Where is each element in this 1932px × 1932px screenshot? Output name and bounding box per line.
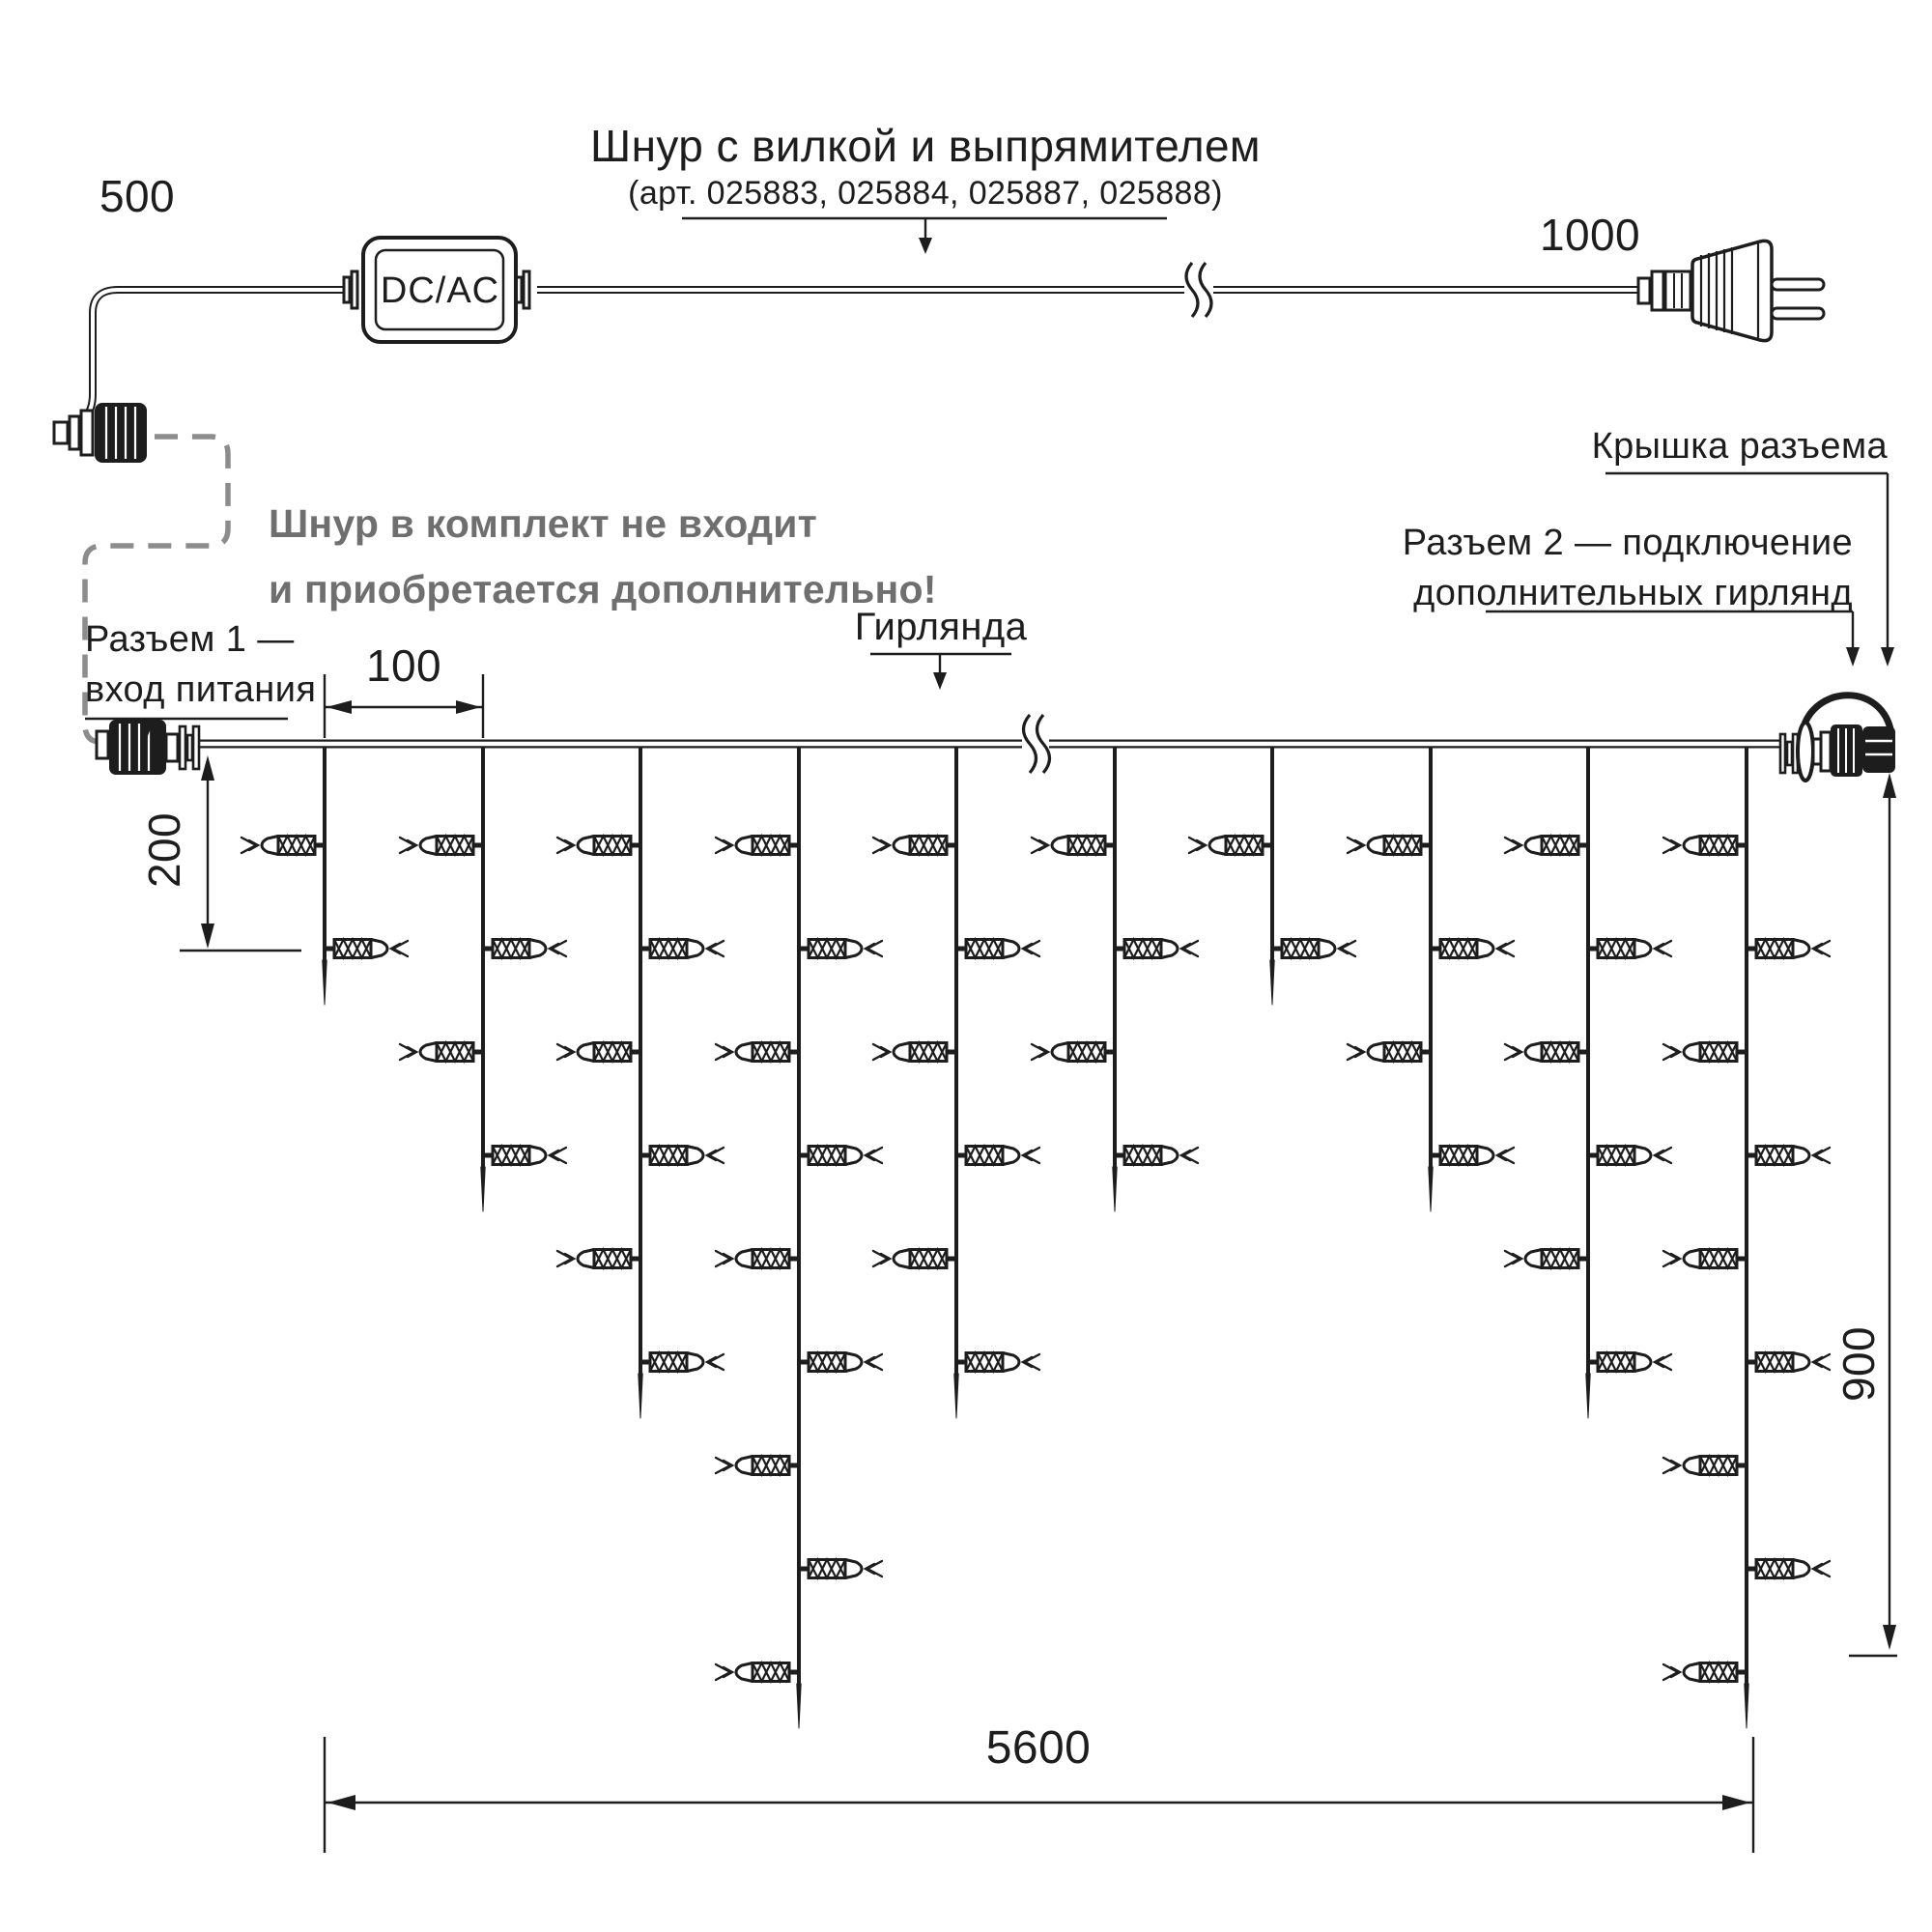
lamp-tip	[687, 1147, 703, 1165]
connector1-label-line1: Разъем 1 —	[85, 619, 295, 660]
light-rays-icon	[866, 941, 882, 956]
lamp-tip	[1634, 940, 1651, 958]
light-rays-icon	[1655, 941, 1671, 956]
garland-drop	[1348, 748, 1514, 1211]
dim-label-1000: 1000	[1540, 210, 1640, 260]
light-rays-icon	[1813, 1354, 1830, 1370]
garland-drop	[557, 748, 724, 1418]
led-lamp-icon	[716, 1457, 799, 1475]
garland-drop	[873, 748, 1039, 1418]
led-lamp-icon	[1747, 940, 1830, 958]
lamp-tip	[371, 940, 387, 958]
led-lamp-icon	[640, 940, 724, 958]
arrow-up-icon	[1883, 773, 1896, 798]
converter-label: DC/AC	[380, 270, 500, 311]
led-lamp-icon	[1431, 1147, 1514, 1165]
led-lamp-icon	[1115, 1147, 1198, 1165]
light-rays-icon	[716, 838, 732, 853]
garland-drop	[1663, 748, 1830, 1728]
led-lamp-icon	[400, 837, 483, 855]
light-rays-icon	[1663, 1251, 1680, 1266]
lamp-tip	[1684, 1250, 1700, 1268]
lamp-tip	[736, 1250, 753, 1268]
connector2-label-line2: дополнительных гирлянд	[1413, 573, 1853, 613]
power-cord	[68, 263, 1638, 429]
drop-tip	[797, 1684, 801, 1728]
lamp-tip	[1525, 1043, 1542, 1062]
led-lamp-icon	[1663, 837, 1747, 855]
led-lamp-icon	[716, 1663, 799, 1682]
light-rays-icon	[557, 838, 574, 853]
lamp-tip	[845, 1560, 862, 1578]
led-lamp-icon	[716, 1043, 799, 1062]
lamp-tip	[1161, 1147, 1178, 1165]
lamp-tip	[262, 837, 278, 855]
lamp-tip	[736, 1663, 753, 1682]
light-rays-icon	[550, 941, 566, 956]
wire-break-icon	[1022, 715, 1050, 773]
light-rays-icon	[1032, 838, 1048, 853]
led-lamp-icon	[799, 1560, 882, 1578]
lamp-tip	[736, 837, 753, 855]
drop-tip	[1429, 1167, 1433, 1211]
arrow-left-icon	[327, 1795, 355, 1810]
lamp-tip	[1052, 1043, 1068, 1062]
led-lamp-icon	[400, 1043, 483, 1062]
led-lamp-icon	[799, 1353, 882, 1372]
lamp-tip	[578, 1043, 594, 1062]
light-rays-icon	[716, 1251, 732, 1266]
lamp-tip	[1368, 1043, 1384, 1062]
led-lamp-icon	[956, 1353, 1039, 1372]
light-rays-icon	[1655, 1148, 1671, 1163]
drop-tip	[323, 960, 327, 1005]
light-rays-icon	[1348, 1044, 1364, 1060]
led-lamp-icon	[873, 837, 956, 855]
lamp-tip	[1793, 940, 1809, 958]
led-lamp-icon	[1663, 1043, 1747, 1062]
lamp-tip	[736, 1457, 753, 1475]
lamp-tip	[894, 837, 910, 855]
light-rays-icon	[557, 1251, 574, 1266]
arrow-down-icon	[1881, 647, 1894, 667]
led-lamp-icon	[483, 1147, 566, 1165]
light-rays-icon	[1813, 1148, 1830, 1163]
led-lamp-icon	[640, 1353, 724, 1372]
led-lamp-icon	[1505, 1043, 1588, 1062]
drop-tip	[1586, 1374, 1590, 1418]
light-rays-icon	[1032, 1044, 1048, 1060]
light-rays-icon	[1023, 941, 1039, 956]
dimension-900	[1849, 773, 1897, 1656]
drop-tip	[481, 1167, 485, 1211]
led-lamp-icon	[1189, 837, 1272, 855]
led-lamp-icon	[799, 1147, 882, 1165]
led-lamp-icon	[1505, 1250, 1588, 1268]
cord-break-icon	[1184, 263, 1213, 317]
led-lamp-icon	[483, 940, 566, 958]
dim-label-900: 900	[1833, 1326, 1884, 1402]
led-lamp-icon	[557, 1250, 640, 1268]
light-rays-icon	[1023, 1148, 1039, 1163]
arrow-left-icon	[327, 700, 352, 714]
led-lamp-icon	[1505, 837, 1588, 855]
led-lamp-icon	[1588, 1147, 1671, 1165]
note-line2: и приобретается дополнительно!	[269, 567, 937, 611]
light-rays-icon	[1339, 941, 1355, 956]
light-rays-icon	[557, 1044, 574, 1060]
lamp-tip	[1525, 1250, 1542, 1268]
lamp-tip	[894, 1043, 910, 1062]
arrow-right-icon	[456, 700, 481, 714]
garland-drop	[1032, 748, 1198, 1211]
diagram-subtitle: (арт. 025883, 025884, 025887, 025888)	[628, 175, 1223, 212]
led-lamp-icon	[1663, 1663, 1747, 1682]
light-rays-icon	[873, 1251, 890, 1266]
led-lamp-icon	[1747, 1560, 1830, 1578]
garland-drop	[242, 748, 408, 1005]
note-line1: Шнур в комплект не входит	[269, 501, 817, 546]
garland-drop	[1189, 748, 1355, 1005]
led-lamp-icon	[1348, 837, 1431, 855]
led-lamp-icon	[956, 940, 1039, 958]
lamp-tip	[1684, 1663, 1700, 1682]
led-lamp-icon	[1588, 1353, 1671, 1372]
light-rays-icon	[1663, 838, 1680, 853]
led-lamp-icon	[557, 837, 640, 855]
light-rays-icon	[866, 1354, 882, 1370]
drop-tip	[639, 1374, 642, 1418]
lamp-tip	[1319, 940, 1335, 958]
drop-tip	[1745, 1684, 1748, 1728]
light-rays-icon	[873, 838, 890, 853]
lamp-tip	[1003, 940, 1019, 958]
lamp-tip	[529, 940, 546, 958]
diagram-title: Шнур с вилкой и выпрямителем	[590, 121, 1261, 171]
lamp-tip	[1634, 1147, 1651, 1165]
garland-drop	[400, 748, 566, 1211]
lamp-tip	[1003, 1353, 1019, 1372]
light-rays-icon	[1813, 941, 1830, 956]
led-lamp-icon	[1272, 940, 1355, 958]
garland-drop	[1505, 748, 1671, 1418]
garland-wire	[199, 715, 1780, 773]
dim-label-5600: 5600	[985, 1722, 1092, 1774]
led-lamp-icon	[1588, 940, 1671, 958]
light-rays-icon	[707, 1354, 724, 1370]
drop-tip	[1113, 1167, 1117, 1211]
arrow-down-icon	[1846, 647, 1860, 667]
connector-cap-icon	[1862, 726, 1895, 773]
lamp-tip	[687, 940, 703, 958]
lamp-tip	[420, 837, 437, 855]
light-rays-icon	[1505, 1044, 1521, 1060]
lamp-tip	[845, 940, 862, 958]
lamp-tip	[1052, 837, 1068, 855]
garland-drops	[242, 748, 1830, 1728]
led-lamp-icon	[799, 940, 882, 958]
light-rays-icon	[1655, 1354, 1671, 1370]
lamp-tip	[1209, 837, 1226, 855]
light-rays-icon	[707, 941, 724, 956]
light-rays-icon	[242, 838, 258, 853]
led-lamp-icon	[325, 940, 408, 958]
lamp-tip	[845, 1353, 862, 1372]
led-lamp-icon	[873, 1250, 956, 1268]
led-lamp-icon	[640, 1147, 724, 1165]
led-lamp-icon	[716, 1250, 799, 1268]
led-lamp-icon	[1348, 1043, 1431, 1062]
lamp-tip	[1684, 837, 1700, 855]
lamp-tip	[1684, 1457, 1700, 1475]
connector2-label-line1: Разъем 2 — подключение	[1402, 523, 1853, 563]
light-rays-icon	[391, 941, 408, 956]
arrow-down-icon	[201, 923, 214, 949]
lamp-tip	[420, 1043, 437, 1062]
lamp-tip	[1793, 1353, 1809, 1372]
led-lamp-icon	[1663, 1250, 1747, 1268]
arrow-down-icon	[919, 238, 932, 254]
light-rays-icon	[1497, 1148, 1514, 1163]
drop-tip	[1270, 960, 1274, 1005]
garland-drop	[716, 748, 882, 1728]
light-rays-icon	[400, 838, 416, 853]
light-rays-icon	[1181, 1148, 1198, 1163]
arrow-down-icon	[1883, 1625, 1896, 1650]
lamp-tip	[1634, 1353, 1651, 1372]
garland-label: Гирлянда	[854, 606, 1028, 648]
led-lamp-icon	[956, 1147, 1039, 1165]
light-rays-icon	[866, 1561, 882, 1577]
light-rays-icon	[400, 1044, 416, 1060]
lamp-tip	[736, 1043, 753, 1062]
light-rays-icon	[1505, 838, 1521, 853]
dim-label-200: 200	[138, 812, 189, 888]
lamp-tip	[1684, 1043, 1700, 1062]
led-lamp-icon	[1747, 1353, 1830, 1372]
lamp-tip	[1368, 837, 1384, 855]
arrow-down-icon	[933, 672, 947, 690]
lamp-tip	[1161, 940, 1178, 958]
lamp-tip	[578, 1250, 594, 1268]
cord-output-connector-icon	[54, 403, 147, 463]
cap-label: Крышка разъема	[1591, 426, 1888, 467]
arrow-right-icon	[1722, 1795, 1750, 1810]
led-lamp-icon	[1431, 940, 1514, 958]
lamp-tip	[894, 1250, 910, 1268]
lamp-tip	[529, 1147, 546, 1165]
led-lamp-icon	[1663, 1457, 1747, 1475]
light-rays-icon	[1663, 1044, 1680, 1060]
light-rays-icon	[1023, 1354, 1039, 1370]
light-rays-icon	[550, 1148, 566, 1163]
light-rays-icon	[1497, 941, 1514, 956]
led-lamp-icon	[1032, 837, 1115, 855]
light-rays-icon	[1663, 1458, 1680, 1473]
lamp-tip	[845, 1147, 862, 1165]
arrow-up-icon	[201, 755, 214, 781]
led-lamp-icon	[716, 837, 799, 855]
led-lamp-icon	[242, 837, 325, 855]
lamp-tip	[1525, 837, 1542, 855]
light-rays-icon	[716, 1664, 732, 1680]
light-rays-icon	[1181, 941, 1198, 956]
lamp-tip	[1793, 1560, 1809, 1578]
lamp-tip	[1477, 1147, 1493, 1165]
dim-label-500: 500	[99, 171, 175, 221]
led-lamp-icon	[557, 1043, 640, 1062]
led-lamp-icon	[1115, 940, 1198, 958]
lamp-tip	[1477, 940, 1493, 958]
light-rays-icon	[1663, 1664, 1680, 1680]
led-lamp-icon	[1032, 1043, 1115, 1062]
dim-label-100: 100	[366, 640, 441, 691]
drop-tip	[954, 1374, 958, 1418]
led-lamp-icon	[873, 1043, 956, 1062]
lamp-tip	[1793, 1147, 1809, 1165]
light-rays-icon	[866, 1148, 882, 1163]
light-rays-icon	[873, 1044, 890, 1060]
light-rays-icon	[1505, 1251, 1521, 1266]
led-lamp-icon	[1747, 1147, 1830, 1165]
lamp-tip	[578, 837, 594, 855]
light-rays-icon	[1348, 838, 1364, 853]
light-rays-icon	[1813, 1561, 1830, 1577]
lamp-tip	[1003, 1147, 1019, 1165]
connector-2-icon	[1780, 696, 1895, 781]
light-rays-icon	[716, 1044, 732, 1060]
light-rays-icon	[707, 1148, 724, 1163]
light-rays-icon	[1189, 838, 1206, 853]
lamp-tip	[687, 1353, 703, 1372]
light-rays-icon	[716, 1458, 732, 1473]
connector1-label-line2: вход питания	[85, 669, 317, 710]
